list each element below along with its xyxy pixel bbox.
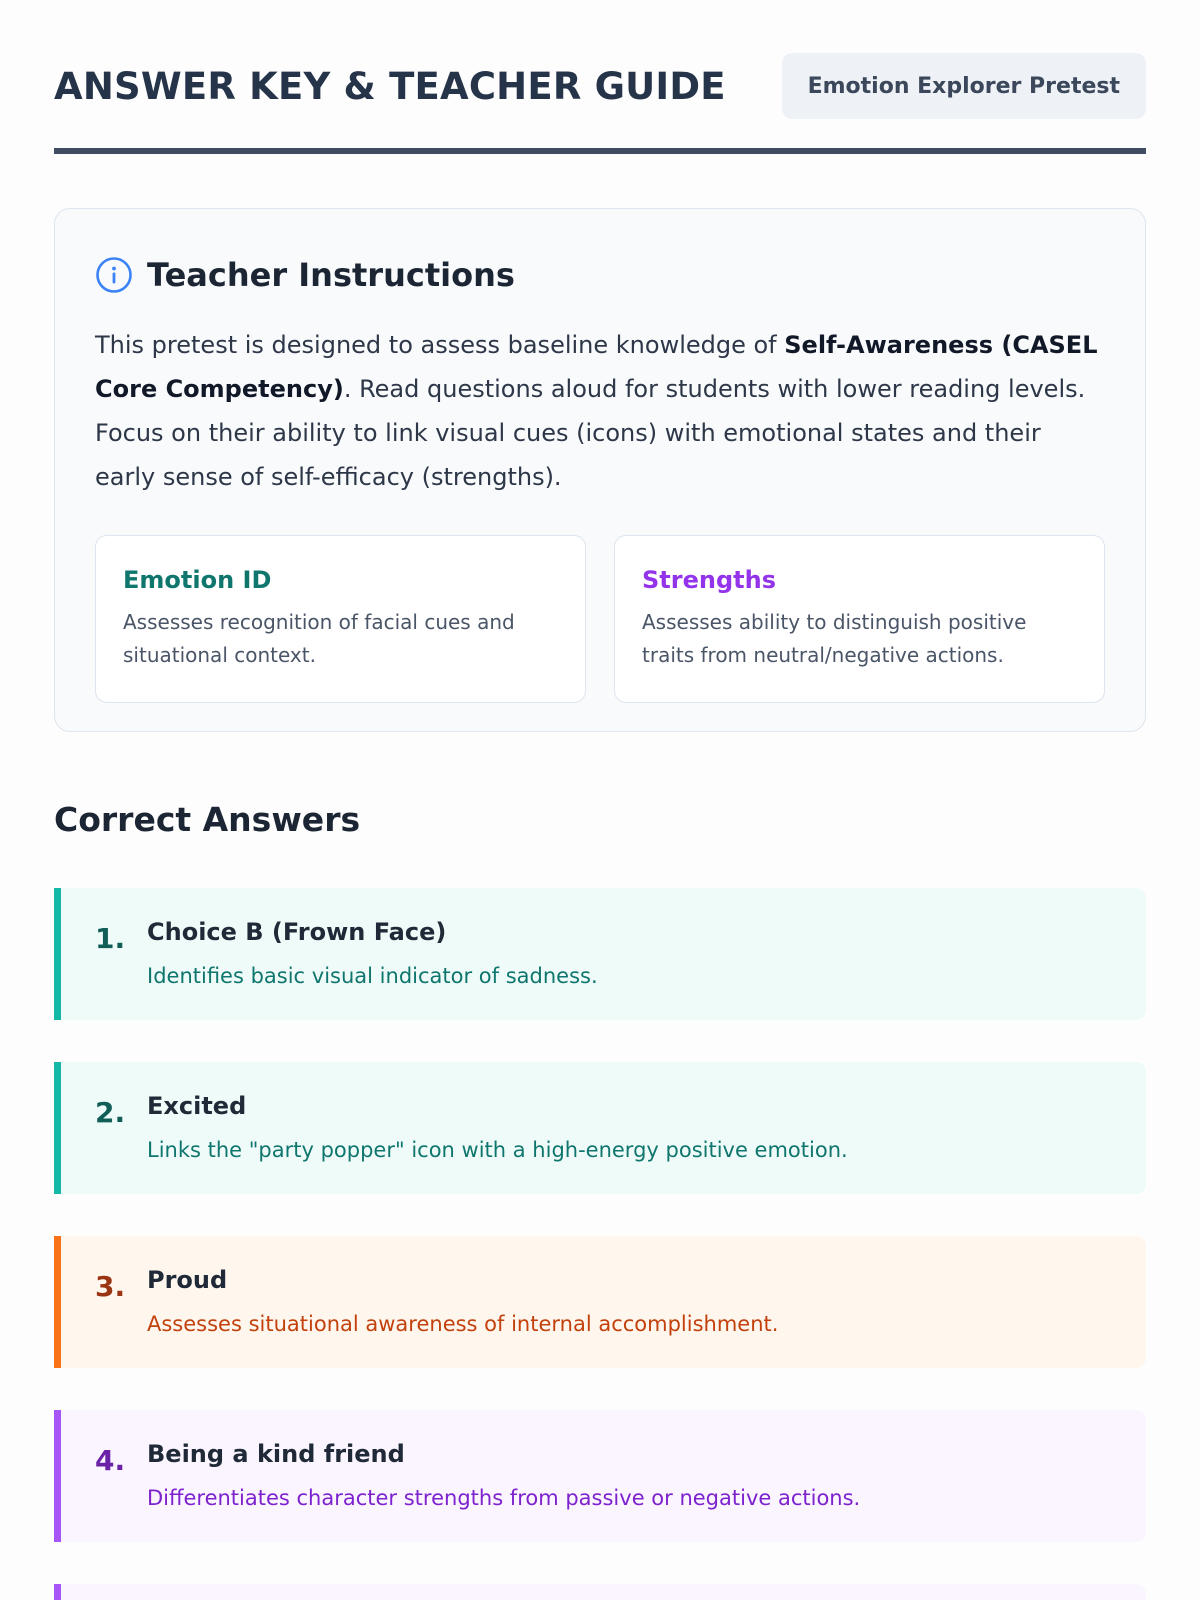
answer-item bbox=[54, 1236, 1146, 1368]
page-header bbox=[54, 52, 1146, 120]
answer-number: 1. bbox=[95, 922, 126, 955]
answer-title: Being a kind friend bbox=[147, 1440, 405, 1468]
answer-item bbox=[54, 1410, 1146, 1542]
teacher-instructions-panel bbox=[54, 208, 1146, 732]
instructions-text-details: . Read questions aloud for students with lower reading levels. Focus on their ability to link visual cues (icons) with emotional states and their early sense of self-efficacy (strengths). bbox=[95, 375, 1086, 491]
card-title: Emotion ID bbox=[123, 566, 272, 594]
card-description: Assesses ability to distinguish positive traits from neutral/negative actions. bbox=[642, 610, 1027, 667]
instructions-heading: Teacher Instructions bbox=[147, 256, 515, 294]
answer-content bbox=[147, 1410, 860, 1542]
instructions-text-emphasis: Self-Awareness (CASEL Core Competency) bbox=[95, 331, 1098, 403]
answer-item-partial bbox=[54, 1584, 1146, 1600]
answer-list bbox=[54, 888, 1146, 1600]
test-name-badge: Emotion Explorer Pretest bbox=[782, 53, 1146, 119]
answer-content bbox=[147, 1236, 778, 1368]
strengths-card bbox=[614, 535, 1105, 703]
instructions-header bbox=[95, 247, 1105, 303]
card-description: Assesses recognition of facial cues and situational context. bbox=[123, 610, 515, 667]
page-title: ANSWER KEY & TEACHER GUIDE bbox=[54, 64, 726, 108]
answer-number: 2. bbox=[95, 1096, 126, 1129]
instructions-text bbox=[95, 323, 1105, 499]
answer-number: 3. bbox=[95, 1270, 126, 1303]
answer-title: Proud bbox=[147, 1266, 228, 1294]
answer-description: Differentiates character strengths from passive or negative actions. bbox=[147, 1486, 861, 1510]
assessment-areas bbox=[95, 535, 1105, 703]
info-icon bbox=[95, 256, 133, 294]
answer-item bbox=[54, 1062, 1146, 1194]
answer-title: Choice B (Frown Face) bbox=[147, 918, 447, 946]
answer-content bbox=[147, 1062, 848, 1194]
instructions-text-intro: This pretest is designed to assess baseline knowledge of bbox=[95, 331, 785, 359]
emotion-id-card bbox=[95, 535, 586, 703]
answer-title: Excited bbox=[147, 1092, 247, 1120]
answer-item bbox=[54, 888, 1146, 1020]
answer-content bbox=[147, 888, 598, 1020]
answer-description: Identifies basic visual indicator of sadness. bbox=[147, 964, 598, 988]
answer-number: 4. bbox=[95, 1444, 126, 1477]
correct-answers-heading: Correct Answers bbox=[54, 800, 361, 839]
answer-description: Assesses situational awareness of internal accomplishment. bbox=[147, 1312, 779, 1336]
answer-description: Links the "party popper" icon with a high-energy positive emotion. bbox=[147, 1138, 848, 1162]
header-divider bbox=[54, 148, 1146, 154]
card-title: Strengths bbox=[642, 566, 776, 594]
